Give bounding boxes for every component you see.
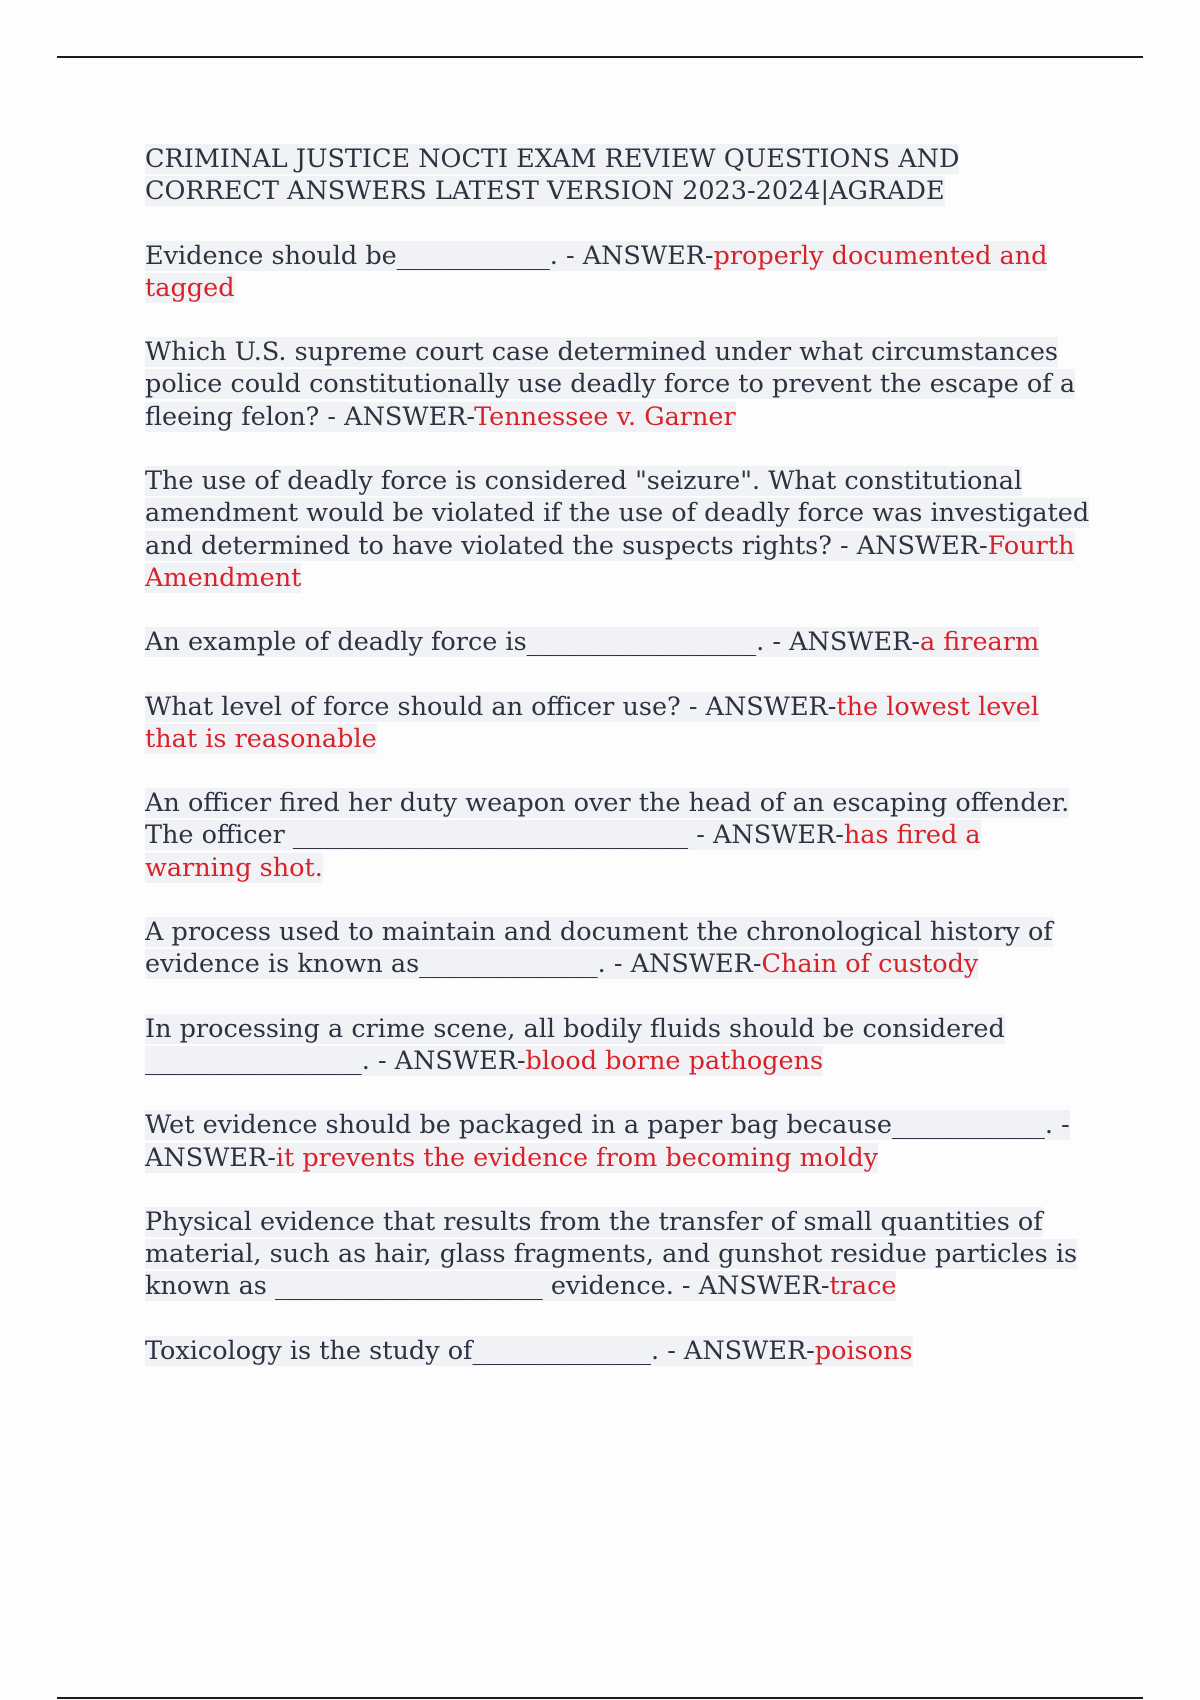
qa-item <box>145 1335 1095 1367</box>
question-text: A process used to maintain and document the chronological history of evidence is known as______________. - ANSWER- <box>145 917 1053 980</box>
qa-item <box>145 336 1095 433</box>
answer-text: trace <box>829 1271 897 1302</box>
answer-text: properly documented and tagged <box>145 240 1048 303</box>
question-text: Wet evidence should be packaged in a paper bag because____________. - ANSWER- <box>145 1110 1070 1173</box>
qa-item <box>145 626 1095 658</box>
bottom-rule <box>57 1697 1143 1699</box>
answer-text: Fourth Amendment <box>145 530 1075 593</box>
answer-text: blood borne pathogens <box>525 1045 824 1076</box>
question-text: The use of deadly force is considered "seizure". What constitutional amendment would be violated if the use of deadly force was investigated and determined to have violated the suspects rights? - ANSWER- <box>145 466 1090 561</box>
top-rule <box>57 56 1143 58</box>
answer-text: has fired a warning shot. <box>145 820 981 883</box>
question-text: In processing a crime scene, all bodily fluids should be considered _________________. - ANSWER- <box>145 1013 1005 1076</box>
qa-item <box>145 1109 1095 1174</box>
qa-item <box>145 1013 1095 1078</box>
qa-item <box>145 691 1095 756</box>
document-title <box>145 143 1095 208</box>
document-body <box>145 143 1095 1399</box>
question-text: An example of deadly force is__________________. - ANSWER- <box>145 627 920 658</box>
answer-text: Tennessee v. Garner <box>474 401 736 432</box>
question-text: Toxicology is the study of______________. - ANSWER- <box>145 1335 815 1366</box>
qa-item <box>145 787 1095 884</box>
qa-item <box>145 1206 1095 1303</box>
question-text: Physical evidence that results from the transfer of small quantities of material, such as hair, glass fragments, and gunshot residue particles is known as _____________________ evidence. - ANSWER- <box>145 1206 1078 1302</box>
qa-item <box>145 916 1095 981</box>
answer-text: Chain of custody <box>761 949 979 980</box>
answer-text: the lowest level that is reasonable <box>145 691 1040 754</box>
answer-text: it prevents the evidence from becoming moldy <box>275 1142 879 1173</box>
answer-text: a firearm <box>919 627 1040 658</box>
qa-item <box>145 240 1095 305</box>
qa-item <box>145 465 1095 594</box>
question-text: Evidence should be____________. - ANSWER- <box>145 240 714 271</box>
question-text: What level of force should an officer use? - ANSWER- <box>145 691 837 722</box>
answer-text: poisons <box>814 1335 913 1366</box>
question-text: Which U.S. supreme court case determined under what circumstances police could constitutionally use deadly force to prevent the escape of a fleeing felon? - ANSWER- <box>145 337 1076 432</box>
title-text: CRIMINAL JUSTICE NOCTI EXAM REVIEW QUESTIONS AND CORRECT ANSWERS LATEST VERSION 2023-2024|AGRADE <box>145 144 960 207</box>
question-text: An officer fired her duty weapon over the head of an escaping offender. The officer _______________________________ - ANSWER- <box>145 788 1070 851</box>
